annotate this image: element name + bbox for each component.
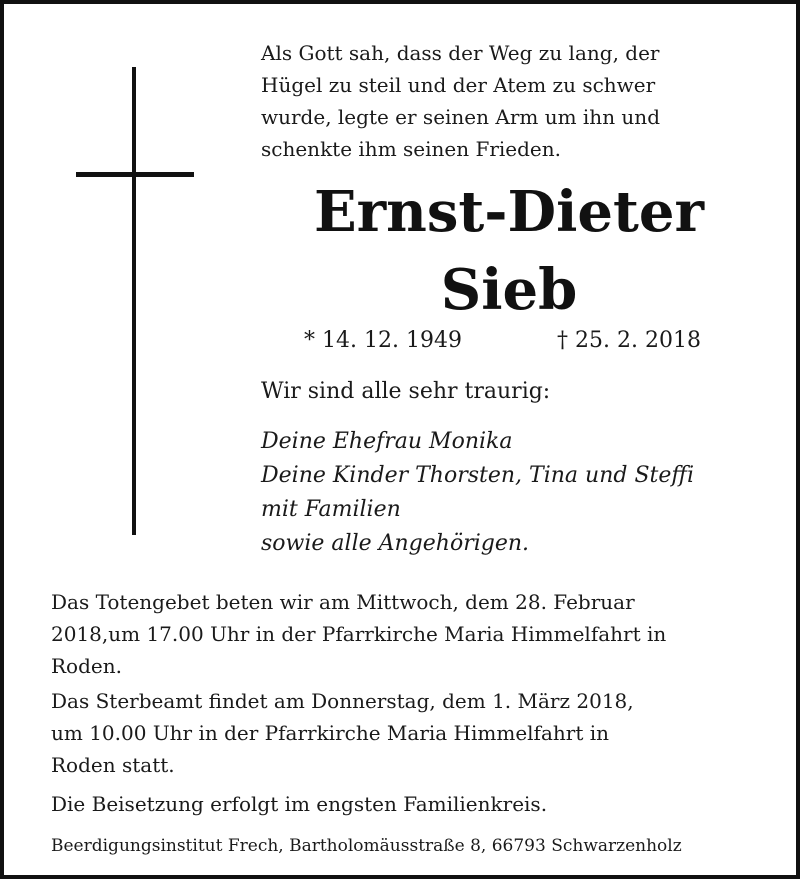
notice-line: Das Sterbeamt findet am Donnerstag, dem 1. März 2018, bbox=[51, 689, 634, 713]
cross-icon bbox=[132, 67, 136, 535]
prayer-notice bbox=[51, 586, 771, 682]
death-date: † 25. 2. 2018 bbox=[557, 328, 701, 353]
funeral-home-footer: Beerdigungsinstitut Frech, Bartholomäusstraße 8, 66793 Schwarzenholz bbox=[51, 836, 682, 856]
burial-notice bbox=[51, 788, 771, 820]
notice-line: Roden statt. bbox=[51, 753, 175, 777]
mourner-line: mit Familien bbox=[261, 497, 401, 522]
deceased-last-name: Sieb bbox=[440, 257, 578, 323]
notice-line: Das Totengebet beten wir am Mittwoch, dem 28. Februar bbox=[51, 590, 635, 614]
mourner-line: Deine Kinder Thorsten, Tina und Steffi bbox=[261, 463, 694, 488]
requiem-notice bbox=[51, 685, 771, 781]
poem-line: Hügel zu steil und der Atem zu schwer bbox=[261, 73, 656, 97]
poem-line: wurde, legte er seinen Arm um ihn und bbox=[261, 105, 660, 129]
poem-line: schenkte ihm seinen Frieden. bbox=[261, 137, 562, 161]
cross-icon-bar bbox=[76, 172, 194, 177]
notice-line: Die Beisetzung erfolgt im engsten Familienkreis. bbox=[51, 792, 548, 816]
mourning-statement: Wir sind alle sehr traurig: bbox=[261, 379, 551, 404]
notice-line: 2018,um 17.00 Uhr in der Pfarrkirche Maria Himmelfahrt in bbox=[51, 622, 667, 646]
mourner-line: Deine Ehefrau Monika bbox=[261, 429, 513, 454]
notice-line: Roden. bbox=[51, 654, 122, 678]
deceased-first-name: Ernst-Dieter bbox=[313, 179, 704, 245]
poem-line: Als Gott sah, dass der Weg zu lang, der bbox=[261, 41, 660, 65]
notice-line: um 10.00 Uhr in der Pfarrkirche Maria Himmelfahrt in bbox=[51, 721, 609, 745]
birth-date: * 14. 12. 1949 bbox=[304, 328, 462, 353]
mourner-line: sowie alle Angehörigen. bbox=[261, 531, 530, 556]
mourners-list bbox=[261, 425, 694, 561]
poem bbox=[261, 37, 781, 165]
